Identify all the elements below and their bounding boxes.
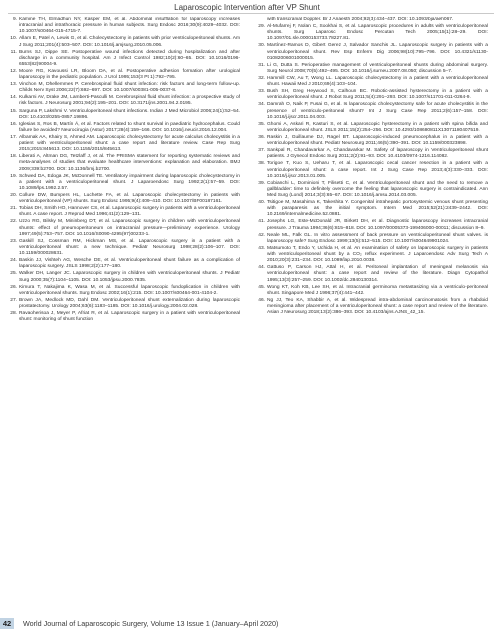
- reference-item: [256, 135, 488, 147]
- reference-text: Raskin J, Guillaume DJ, Ragel BT. Laparoscopic-induced pneumocephalus in a patient with a ventriculoperitoneal shunt. Pediatr Neurosurg 2011;46(5):390–391. DOI: 10.1159/000323898.: [267, 134, 488, 147]
- reference-text: Sankpal R, Chandavarkar A, Chandavarkar M. Safety of laparoscopy in Ventriculoperitoneal shunt patients. J Gynecol Endosc Surg 2011;2(2):91–93. DOI: 10.4103/0974-1216.114082.: [267, 148, 488, 160]
- reference-item: [256, 246, 488, 264]
- reference-item: [256, 200, 488, 218]
- reference-text: Tsitigoe M, Masahima K, Takeshita Y. Congenital intrahepatic portosystemic venous shunt presenting with paraparesis as the initial symptom. Intern Med 2015;52(21):2439–2442. DOI: 10.2169/internalmedicine.52.0881.: [267, 200, 488, 218]
- reference-item: [8, 285, 240, 297]
- reference-item: [8, 298, 240, 310]
- reference-number: 26.: [10, 284, 17, 290]
- reference-number: 10.: [10, 36, 17, 42]
- reference-number: 39.: [258, 180, 265, 186]
- reference-item: [256, 285, 488, 297]
- reference-number: 43.: [258, 245, 265, 251]
- reference-text: Iglesias S, Ros B, Martín Á, et al. Factors related to shunt survival in paediatric hydrocephalus. Could failure be avoided? Neurocirugia (Astur) 2017;28(4):159–166. DOI: 10.1016/j.neucir.2016.12.004.: [19, 121, 240, 133]
- reference-number: 17.: [10, 134, 17, 140]
- reference-text: Josephs LG, Este-McDonald JR, Birkett DH, et al. Diagnostic laparoscopy increases intracranial pressure. J Trauma 1994;36(6):815–818. DOI: 10.1097/00005373-199406000-00011; discussion 8–9.: [267, 219, 488, 231]
- reference-item: [8, 95, 240, 107]
- reference-text: Schwed DA, Edoga JK, McDonnell TE. Ventilatory impairment during laparoscopic cholecystectomy in a patient with a ventriculoperitoneal shunt. J Laparoendosc Surg 1992;2(1):57–59. DOI: 10.1089/lps.1992.2.57.: [19, 173, 240, 191]
- journal-citation: World Journal of Laparoscopic Surgery, Volume 13 Issue 1 (January–April 2020): [23, 619, 279, 628]
- reference-number: 15.: [10, 108, 17, 114]
- reference-text: Baskin JJ, Vishteh AG, Wesche DE, et al. Ventriculoperitoneal shunt failure as a complication of laparoscopic surgery. JSLS 1998;2(2):177–180.: [19, 258, 240, 270]
- reference-item: [8, 69, 240, 81]
- reference-item: [8, 135, 240, 153]
- reference-item: [256, 89, 488, 101]
- reference-number: 14.: [10, 95, 17, 101]
- reference-text: Gaskill SJ, Cossman RM, Hickman MS, et al. Laparoscopic surgery in a patient with a ventriculoperitoneal shunt: a new technique. Pediatr Neurosurg 1998;28(2):106–107. DOI: 10.1159/000028631.: [19, 238, 240, 257]
- reference-text: Kamine TH, Elmadhun NY, Kasper EM, et al. Abdominal insufflation for laparoscopy increases intracranial and intrathoracic pressure in human subjects. Surg Endosc 2016;30(9):4029–4032. DOI: 10.1007/s00464-015-4715-7.: [19, 17, 240, 35]
- reference-number: 33.: [258, 89, 265, 95]
- reference-item: [256, 181, 488, 199]
- reference-text: Uzzo RG, Bilsky M, Mininberg DT, et al. Laparoscopic surgery in children with ventriculoperitoneal shunts: effect of pneumoperitoneum on intracranial pressure—preliminary experience. Urology 1997;49(5):753–757. DOI: 10.1016/S0090-4295(97)00233-1.: [19, 219, 240, 237]
- reference-item: [8, 174, 240, 192]
- reference-number: 24.: [10, 258, 17, 264]
- reference-number: 22.: [10, 219, 17, 225]
- reference-item: [8, 219, 240, 237]
- reference-number: 29.: [258, 24, 265, 30]
- reference-text: Sarguna P, Lakshmi V. Ventriculoperitoneal shunt infections. Indian J Med Microbiol 2006;24(1):52–54. DOI: 10.4103/0255-0857.19896.: [19, 108, 240, 120]
- reference-item: [8, 50, 240, 68]
- reference-item: [256, 298, 488, 316]
- reference-text: Moore RG, Kavoussi LR, Bloom DA, et al. Postoperative adhesion formation after urological laparoscopy in the pediatric population. J Urol 1995;153(3 Pt 1):792–795.: [19, 68, 240, 81]
- reference-text: Ghomi A, Askari R, Kasturi S, et al. Laparoscopic hysterectomy in a patient with spina bifida and ventriculoperitoneal shunt. JSLS 2011;15(2):254–256. DOI: 10.4293/108680811X13071180407519.: [267, 121, 488, 133]
- reference-item: [256, 122, 488, 134]
- reference-text: with transcranial Doppler. Br J Anaesth 2004;92(3):434–437. DOI: 10.1093/bja/aeh067.: [267, 17, 454, 22]
- reference-text: Walker DH, Langer JC. Laparoscopic surgery in children with ventriculoperitoneal shunts. J Pediatr Surg 2000;35(7):1104–1105. DOI: 10.1053/jpsu.2000.7835.: [19, 271, 240, 283]
- reference-number: 45.: [258, 284, 265, 290]
- reference-text: Li G, Dutta S. Perioperative management of ventriculoperitoneal shunts during abdominal surgery. Surg Neurol 2008;70(5):492–495. DOI: 10.1016/j.surneu.2007.08.050; discussion 5–7.: [267, 62, 488, 74]
- reference-item: [8, 154, 240, 172]
- reference-number: 11.: [10, 49, 17, 55]
- reference-text: Allam E, Patel A, Lewis G, et al. Cholecystectomy in patients with prior ventriculoperitoneal shunts. Am J Surg 2011;201(4):503–507. DOI: 10.1016/j.amjsurg.2010.05.006.: [19, 36, 240, 48]
- reference-item: [256, 43, 488, 61]
- reference-item: [256, 102, 488, 120]
- reference-item: [256, 24, 488, 42]
- reference-number: 40.: [258, 200, 265, 206]
- reference-number: 27.: [10, 297, 17, 303]
- reference-number: 9.: [12, 17, 17, 22]
- reference-number: 42.: [258, 232, 265, 238]
- reference-text: Ravaoherisoa J, Meyer P, Afriat R, et al. Laparoscopic surgery in a patient with ventriculoperitoneal shunt: monitoring of shunt function: [19, 310, 240, 323]
- reference-item: [8, 109, 240, 121]
- reference-number: 12.: [10, 68, 17, 74]
- reference-item: [8, 239, 240, 257]
- reference-number: 23.: [10, 238, 17, 244]
- reference-number: 20.: [10, 193, 17, 199]
- reference-number: 32.: [258, 75, 265, 81]
- reference-number: [256, 17, 267, 23]
- reference-text: Kimura T, Nakajima K, Wasa M, et al. Successful laparoscopic fundoplication in children with ventriculoperitoneal shunts. Surg Endosc 2002;16(1):215. DOI: 10.1007/s00464-001-4104-2.: [19, 284, 240, 296]
- reference-text: Bush SH, Greg Heywood S, Calhoun BC. Robotic-assisted hysterectomy in a patient with a ventriculoperitoneal shunt. J Robot Surg 2011;5(4):291–293. DOI: 10.1007/s11701-011-0264-9.: [267, 89, 488, 101]
- reference-number: 25.: [10, 271, 17, 277]
- reference-number: 13.: [10, 82, 17, 88]
- reference-columns: [8, 17, 488, 613]
- reference-item: [8, 311, 240, 323]
- reference-number: 18.: [10, 154, 17, 160]
- reference-text: Martínez-Ramos D, Gibert Gerez J, Salvador Sanchis JL. Laparoscopic surgery in patients with a ventriculoperitoneal shunt. Rev Esp Enferm Dig 2006;98(10):795–796. DOI: 10.4321/s1130-01082006001000015.: [267, 43, 488, 61]
- reference-number: 37.: [258, 148, 265, 154]
- reference-number: 16.: [10, 121, 17, 127]
- running-title: Laparoscopic Intervention after VP Shunt: [174, 3, 320, 12]
- header-rule: [8, 13, 494, 14]
- reference-text: Kulkarni AV, Drake JM, Lamberti-Pasculli M. Cerebrospinal fluid shunt infection: a prospective study of risk factors. J Neurosurg 2001;94(2):195–201. DOI: 10.3171/jns.2001.94.2.0195.: [19, 95, 240, 107]
- reference-text: Wong KT, Koh KB, Lee SH, et al. Intracranial germinoma metastasizing via a ventriculo-peritoneal shunt. Singapore Med J 1996;37(4):441–442.: [267, 284, 488, 296]
- reference-item: [256, 265, 488, 283]
- reference-number: 30.: [258, 43, 265, 49]
- reference-text: Brown JA, Medlock MD, Dahl DM. Ventriculoperitoneal shunt externalization during laparoscopic prostatectomy. Urology 2004;63(6):1183–1185. DOI: 10.1016/j.urology.2004.02.028.: [19, 297, 240, 309]
- reference-item: [8, 17, 240, 35]
- reference-number: 46.: [258, 297, 265, 303]
- reference-number: 35.: [258, 121, 265, 127]
- reference-text: Tobias DH, Smith HO, Hannover CS, et al. Laparoscopic surgery in patients with a ventriculoperitoneal shunt. A case report. J Reprod Med 1996;41(2):129–131.: [19, 206, 240, 218]
- reference-text: Hammill CW, Au T, Wong LL. Laparoscopic cholecystectomy in a patient with a ventriculoperitoneal shunt. Hawaii Med J 2010;69(4):103–104.: [267, 75, 488, 88]
- reference-item: [8, 206, 240, 218]
- reference-number: 36.: [258, 134, 265, 140]
- page-number: 42: [0, 618, 14, 629]
- page-footer: [0, 618, 494, 629]
- reference-item: [256, 219, 488, 231]
- reference-text: Collure DW, Bumpers HL, Luchette FA, et al. Laparoscopic cholecystectomy in patients with ventriculoperitoneal (VP) shunts. Surg Endosc 1995;9(4):409–410. DOI: 10.1007/BF00187161.: [19, 193, 240, 205]
- reference-number: 38.: [258, 161, 265, 167]
- reference-number: 28.: [10, 310, 17, 316]
- reference-text: Cobianchi L, Dominioni T, Filisetti C, et al. Ventriculoperitoneal shunt and the need to remove a gallbladder: time to definitely overcome the feeling that laparoscopic surgery is contraindicated. Ann Med Surg (Lond) 2014;3(3):65–67. DOI: 10.1016/j.amsu.2014.03.005.: [267, 180, 488, 199]
- reference-text: Damrah O, Naik P, Fusai G, et al. Is laparoscopic cholecystectomy safe for acute cholecystitis in the presence of ventriculo-peritoneal shunt? Int J Surg Case Rep 2011;2(6):157–158. DOI: 10.1016/j.ijscr.2011.04.003.: [267, 102, 488, 120]
- reference-item: [256, 148, 488, 160]
- reference-number: 44.: [258, 265, 265, 271]
- reference-text: Gattuso P, Carson HJ, Attal H, et al. Peritoneal implantation of meningeal melanosis via ventriculoperitoneal shunt: a case report and review of the literature. Diagn Cytopathol 1995;13(3):257–259. DOI: 10.1002/dc.2840130314.: [267, 265, 488, 283]
- reference-item: [8, 36, 240, 48]
- reference-text: Ng JJ, Teo KA, Shabbir A, et al. Widespread intra-abdominal carcinomatosis from a rhabdoid meningioma after placement of a ventriculoperitoneal shunt: a case report and review of the literature. Asian J Neurosurg 2018;13(2):386–393. DOI: 10.4103/ajns.AJNS_42_15.: [267, 297, 488, 316]
- reference-item: [8, 82, 240, 94]
- reference-item: [8, 122, 240, 134]
- reference-item: [256, 63, 488, 75]
- reference-item: [256, 76, 488, 88]
- reference-text: Neale ML, Falk GL. In vitro assessment of back pressure on ventriculoperitoneal shunt valves. is laparoscopy safe? Surg Endosc 1999;13(5):512–515. DOI: 10.1007/s004649901024.: [267, 232, 488, 244]
- reference-number: 31.: [258, 62, 265, 68]
- reference-item: [8, 193, 240, 205]
- reference-number: 34.: [258, 102, 265, 108]
- reference-column-left: [8, 17, 240, 613]
- reference-text: Al-Mufarrej F, Nolan C, Sookhai S, et al. Laparoscopic procedures in adults with ventriculoperitoneal shunts. Surg Laparosc Endosc Percutan Tech 2005;15(1):28–29. DOI: 10.1097/01.sle.0000153733.78227.81.: [267, 24, 488, 42]
- reference-number: 41.: [258, 219, 265, 225]
- reference-text: Vinchon M, Dhellemmes P. Cerebrospinal fluid shunt infection: risk factors and long-term follow-up. Childs Nerv Syst 2006;22(7):692–697. DOI: 10.1007/s00381-005-0037-8.: [19, 82, 240, 94]
- reference-number: 21.: [10, 206, 17, 212]
- reference-text: Albamak AA, Khairy S, Ahmed AM. Laparoscopic cholecystectomy for acute calculus cholecystitis in a patient with ventriculoperitoneal shunt: a case report and literature review. Case Rep Surg 2015;2015:845613. DOI: 10.1155/2015/845613.: [19, 134, 240, 153]
- reference-text: Burns SJ, Dippe SE. Postoperative wound infections detected during hospitalization and after discharge in a community hospital. Am J Infect Control 1982;10(2):60–65. DOI: 10.1016/0196-6553(82)90004-9.: [19, 49, 240, 67]
- reference-text: Matsumoto T, Endo Y, Uchida H, et al. An examination of safety on laparoscopic surgery in patients with ventriculoperitoneal shunt by a CO₂ reflux experiment. J Laparoendosc Adv Surg Tech A 2010;20(3):231–234. DOI: 10.1089/lap.2010.0038.: [267, 245, 488, 264]
- reference-item: [256, 17, 488, 23]
- reference-text: Liberati A, Altman DG, Tetzlaff J, et al. The PRISMA statement for reporting systematic reviews and meta-analyses of studies that evaluate healthcare interventions: explanation and elaboration. BMJ 2009;339:b2700. DOI: 10.1136/bmj.b2700.: [19, 154, 240, 172]
- reference-column-right: [256, 17, 488, 613]
- reference-item: [8, 271, 240, 283]
- reference-text: Torigoe T, Kuo S, Ueharu T, et al. Laparoscopic cecal cancer resection in a patient with a ventriculoperitoneal shunt: a case report. Int J Surg Case Rep 2013;4(3):330–333. DOI: 10.1016/j.ijscr.2013.01.005.: [267, 161, 488, 179]
- reference-item: [256, 161, 488, 179]
- reference-number: 19.: [10, 173, 17, 179]
- reference-item: [256, 233, 488, 245]
- reference-item: [8, 258, 240, 270]
